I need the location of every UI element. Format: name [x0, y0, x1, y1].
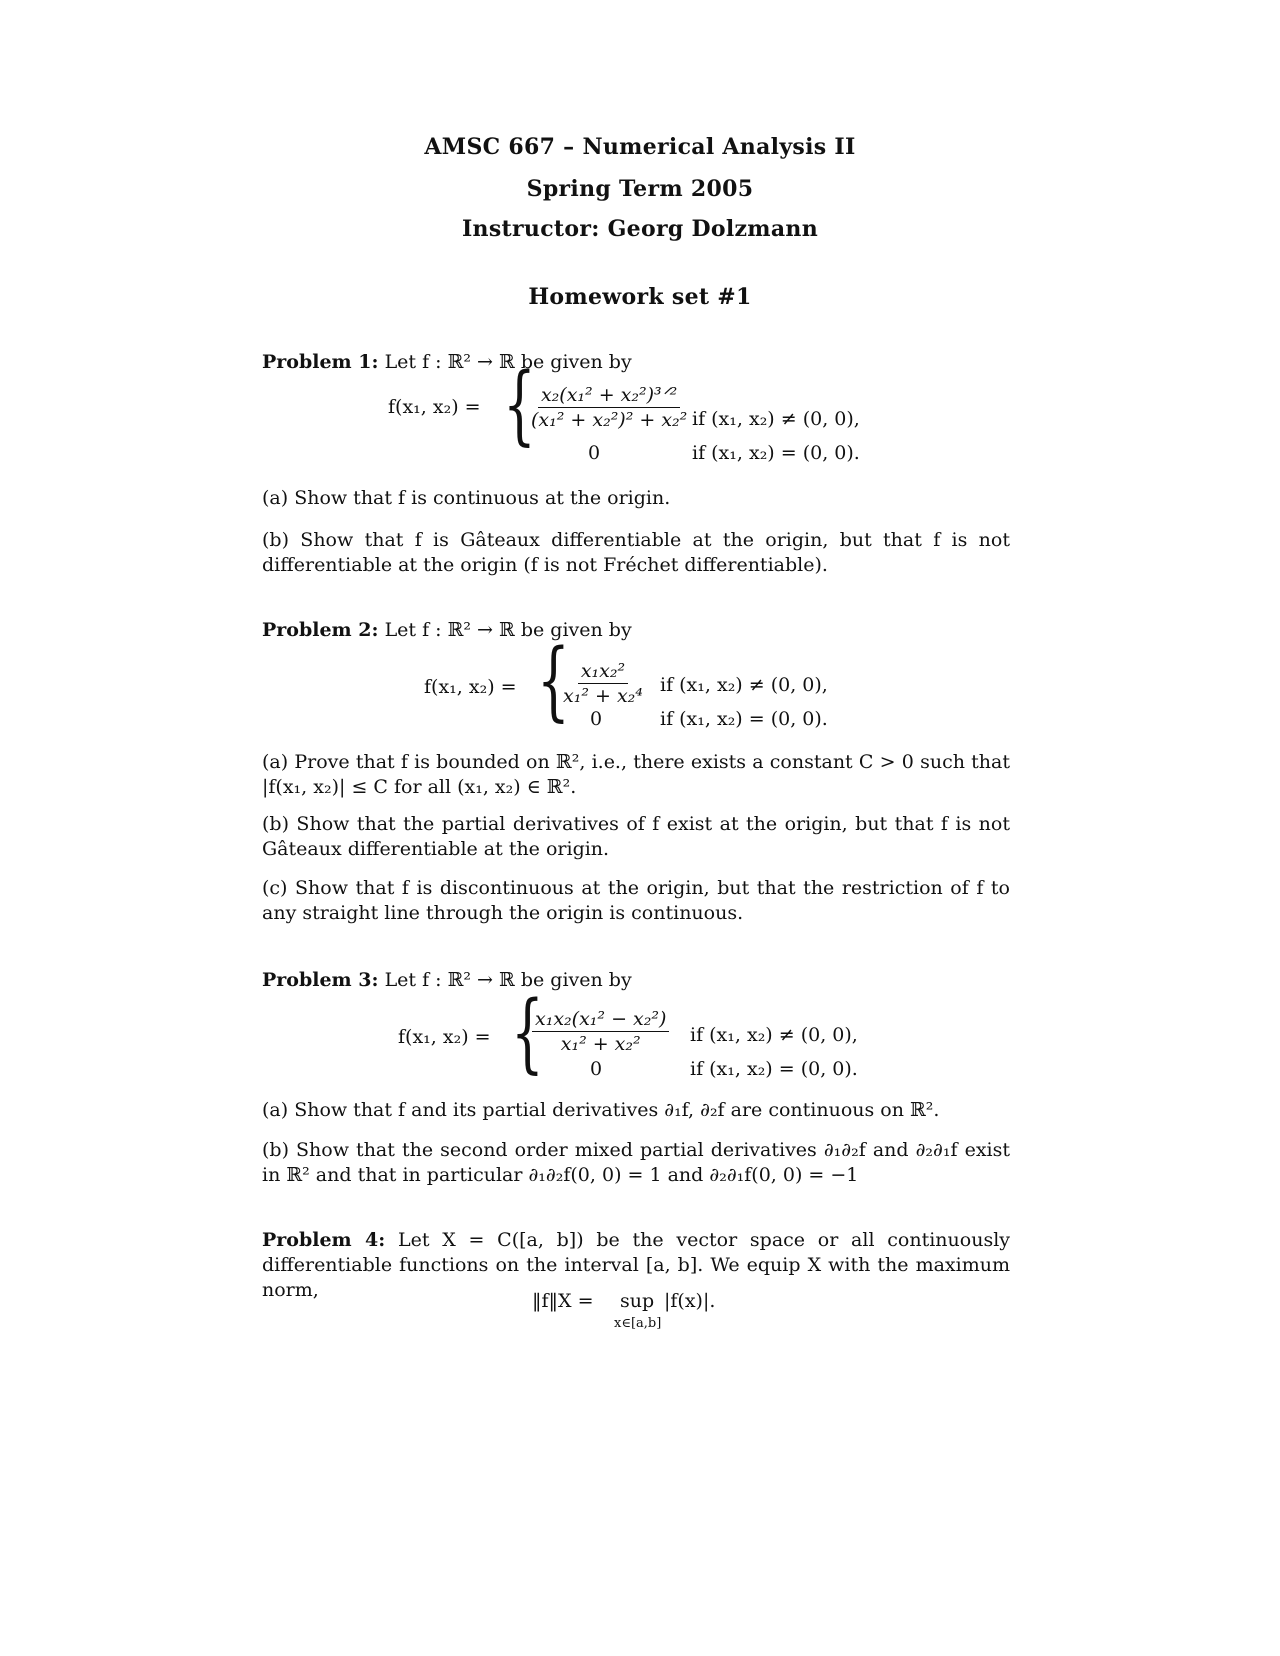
problem-3-numerator: x₁x₂(x₁² − x₂²) [532, 1008, 669, 1032]
problem-2-lhs: f(x₁, x₂) = [424, 676, 517, 698]
problem-2-denominator: x₁² + x₂⁴ [563, 685, 643, 707]
problem-3-denominator: x₁² + x₂² [560, 1033, 641, 1055]
problem-3-label: Problem 3: [262, 969, 379, 991]
problem-2-brace: { [536, 631, 570, 731]
problem-4-norm-rhs: |f(x)|. [664, 1290, 716, 1312]
problem-2-case2-cond: if (x₁, x₂) = (0, 0). [660, 708, 828, 730]
problem-2-intro [262, 618, 1010, 643]
problem-3-lhs: f(x₁, x₂) = [398, 1026, 491, 1048]
course-title: AMSC 667 – Numerical Analysis II [424, 134, 856, 160]
problem-1-brace: { [502, 355, 536, 455]
problem-4-label: Problem 4: [262, 1229, 386, 1251]
problem-1-case1-cond: if (x₁, x₂) ≠ (0, 0), [692, 408, 860, 430]
problem-2-label: Problem 2: [262, 619, 379, 641]
problem-1-denominator: (x₁² + x₂²)² + x₂² [531, 409, 688, 431]
problem-3-intro-text: Let f : ℝ² → ℝ be given by [384, 969, 632, 991]
problem-2-part-a: (a) Prove that f is bounded on ℝ², i.e., there exists a constant C > 0 such that |f(x₁, x₂)| ≤ C for all (x₁, x₂) ∈ ℝ². [262, 751, 1010, 798]
problem-1-part-b: (b) Show that f is Gâteaux differentiable at the origin, but that f is not differentiable at the origin (f is not Fréchet differentiable). [262, 529, 1010, 576]
problem-3-case1-cond: if (x₁, x₂) ≠ (0, 0), [690, 1024, 858, 1046]
problem-2-part-c: (c) Show that f is discontinuous at the origin, but that the restriction of f to any straight line through the origin is continuous. [262, 877, 1010, 924]
problem-2-intro-text: Let f : ℝ² → ℝ be given by [384, 619, 632, 641]
problem-3-brace: { [510, 983, 544, 1083]
problem-2-case1-cond: if (x₁, x₂) ≠ (0, 0), [660, 674, 828, 696]
problem-2-part-b: (b) Show that the partial derivatives of f exist at the origin, but that f is not Gâteaux differentiable at the origin. [262, 813, 1010, 860]
homework-title: Homework set #1 [528, 284, 752, 310]
problem-3-part-b: (b) Show that the second order mixed partial derivatives ∂₁∂₂f and ∂₂∂₁f exist in ℝ² and that in particular ∂₁∂₂f(0, 0) = 1 and ∂₂∂₁f(0, 0) = −1 [262, 1139, 1010, 1186]
problem-3-case2-cond: if (x₁, x₂) = (0, 0). [690, 1058, 858, 1080]
problem-1-label: Problem 1: [262, 351, 379, 373]
problem-2-numerator: x₁x₂² [578, 660, 628, 684]
problem-4-sup-subscript: x∈[a,b] [614, 1316, 662, 1331]
problem-4-body: Let X = C([a, b]) be the vector space or all continuously differentiable functions on the interval [a, b]. We equip X with the maximum norm, [262, 1229, 1011, 1301]
problem-3-intro [262, 968, 1010, 993]
problem-1-fraction [528, 384, 690, 431]
problem-1-numerator: x₂(x₁² + x₂²)³ᐟ² [538, 384, 680, 408]
problem-1-intro [262, 350, 1010, 375]
problem-2-fraction [560, 660, 646, 707]
problem-2-case2-value: 0 [590, 708, 603, 730]
problem-1-intro-text: Let f : ℝ² → ℝ be given by [384, 351, 632, 373]
problem-1-case2-value: 0 [588, 442, 601, 464]
problem-4-sup: sup [620, 1290, 655, 1312]
problem-1-part-a: (a) Show that f is continuous at the origin. [262, 487, 671, 509]
problem-4-norm-lhs: ‖f‖X = [532, 1290, 594, 1312]
problem-3-case2-value: 0 [590, 1058, 603, 1080]
problem-3-fraction [532, 1008, 669, 1055]
problem-3-part-a: (a) Show that f and its partial derivatives ∂₁f, ∂₂f are continuous on ℝ². [262, 1099, 940, 1121]
problem-1-lhs: f(x₁, x₂) = [388, 396, 481, 418]
term-title: Spring Term 2005 [526, 176, 754, 202]
problem-1-case2-cond: if (x₁, x₂) = (0, 0). [692, 442, 860, 464]
instructor-line: Instructor: Georg Dolzmann [461, 216, 819, 242]
